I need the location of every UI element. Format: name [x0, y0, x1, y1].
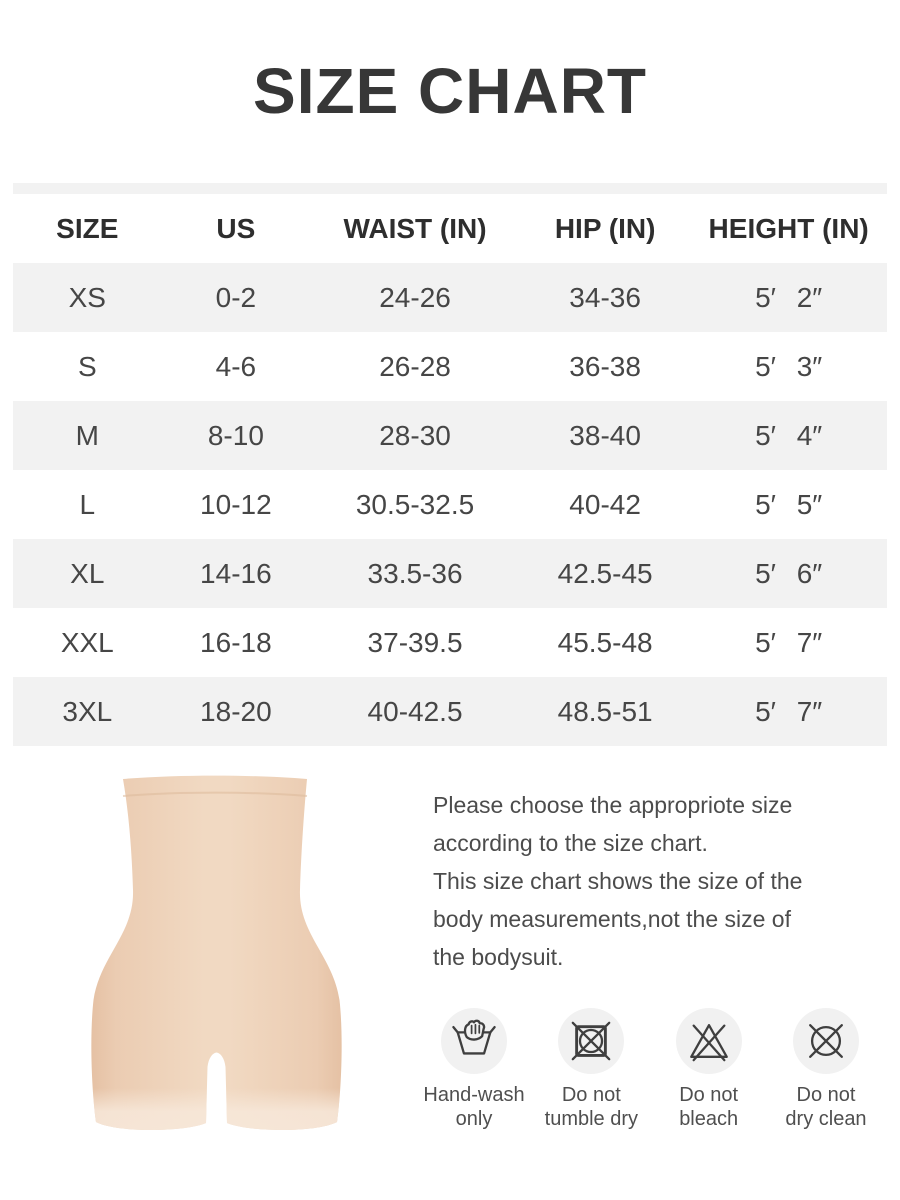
- note-line: Please choose the appropriote size: [433, 792, 793, 818]
- column-header-hip: HIP (IN): [554, 212, 656, 244]
- size-chart-table: [13, 183, 887, 746]
- height-cell: 5′ 5″: [755, 488, 823, 520]
- column-header-us: US: [216, 212, 256, 244]
- size-cell: XL: [70, 557, 105, 589]
- care-instructions: [418, 1008, 882, 1131]
- us-cell: 0-2: [215, 281, 257, 313]
- waist-cell: 33.5-36: [367, 557, 463, 589]
- hip-cell: 38-40: [569, 419, 641, 451]
- size-cell: XS: [68, 281, 106, 313]
- waist-cell: 40-42.5: [367, 695, 463, 727]
- us-cell: 4-6: [215, 350, 257, 382]
- us-cell: 18-20: [200, 695, 272, 727]
- waist-cell: 26-28: [379, 350, 451, 382]
- size-cell: XXL: [60, 626, 114, 658]
- table-header-row: [13, 194, 887, 263]
- care-label: Do not dry clean: [785, 1084, 867, 1130]
- hip-cell: 40-42: [569, 488, 641, 520]
- table-row: [13, 401, 887, 470]
- hip-cell: 34-36: [569, 281, 641, 313]
- us-cell: 10-12: [200, 488, 272, 520]
- table-top-strip: [13, 183, 887, 194]
- care-icon-circle: [793, 1008, 859, 1074]
- hip-cell: 45.5-48: [557, 626, 653, 658]
- garment-body: [91, 776, 341, 1130]
- size-cell: S: [77, 350, 97, 382]
- table-row: [13, 677, 887, 746]
- hip-cell: 48.5-51: [557, 695, 653, 727]
- us-cell: 16-18: [200, 626, 272, 658]
- care-label: Do not bleach: [679, 1084, 739, 1130]
- waist-cell: 37-39.5: [367, 626, 463, 658]
- hand-wash-icon: [451, 1018, 497, 1064]
- height-cell: 5′ 7″: [755, 626, 823, 658]
- garment-leg-hem: [90, 1088, 342, 1140]
- us-cell: 14-16: [200, 557, 272, 589]
- care-label: Do not tumble dry: [544, 1084, 639, 1130]
- table-row: [13, 539, 887, 608]
- waist-cell: 28-30: [379, 419, 451, 451]
- waist-cell: 30.5-32.5: [355, 488, 475, 520]
- care-icon-circle: [676, 1008, 742, 1074]
- us-cell: 8-10: [207, 419, 264, 451]
- care-item-do-not-tumble-dry: [535, 1008, 647, 1131]
- table-row: [13, 263, 887, 332]
- column-header-size: SIZE: [56, 212, 119, 244]
- hip-cell: 42.5-45: [557, 557, 653, 589]
- care-label: Hand-wash only: [423, 1084, 525, 1130]
- size-note-text: [433, 786, 893, 976]
- note-line: according to the size chart.: [433, 830, 708, 856]
- do-not-dry-clean-icon: [803, 1018, 849, 1064]
- hip-cell: 36-38: [569, 350, 641, 382]
- care-item-do-not-dry-clean: [770, 1008, 882, 1131]
- height-cell: 5′ 2″: [755, 281, 823, 313]
- care-item-hand-wash: [418, 1008, 530, 1131]
- size-cell: M: [75, 419, 99, 451]
- care-item-do-not-bleach: [653, 1008, 765, 1131]
- height-cell: 5′ 4″: [755, 419, 823, 451]
- size-cell: L: [79, 488, 96, 520]
- shapewear-product-image: [90, 772, 342, 1140]
- waist-cell: 24-26: [379, 281, 451, 313]
- table-row: [13, 332, 887, 401]
- do-not-tumble-dry-icon: [568, 1018, 614, 1064]
- note-line: body measurements,not the size of: [433, 906, 791, 932]
- column-header-height: HEIGHT (IN): [708, 212, 869, 244]
- height-cell: 5′ 3″: [755, 350, 823, 382]
- column-header-waist: WAIST (IN): [343, 212, 487, 244]
- height-cell: 5′ 7″: [755, 695, 823, 727]
- size-cell: 3XL: [62, 695, 113, 727]
- care-icon-circle: [558, 1008, 624, 1074]
- page-title: SIZE CHART: [253, 55, 647, 127]
- table-row: [13, 470, 887, 539]
- table-row: [13, 608, 887, 677]
- care-icon-circle: [441, 1008, 507, 1074]
- note-line: This size chart shows the size of the: [433, 868, 803, 894]
- do-not-bleach-icon: [686, 1018, 732, 1064]
- note-line: the bodysuit.: [433, 944, 564, 970]
- height-cell: 5′ 6″: [755, 557, 823, 589]
